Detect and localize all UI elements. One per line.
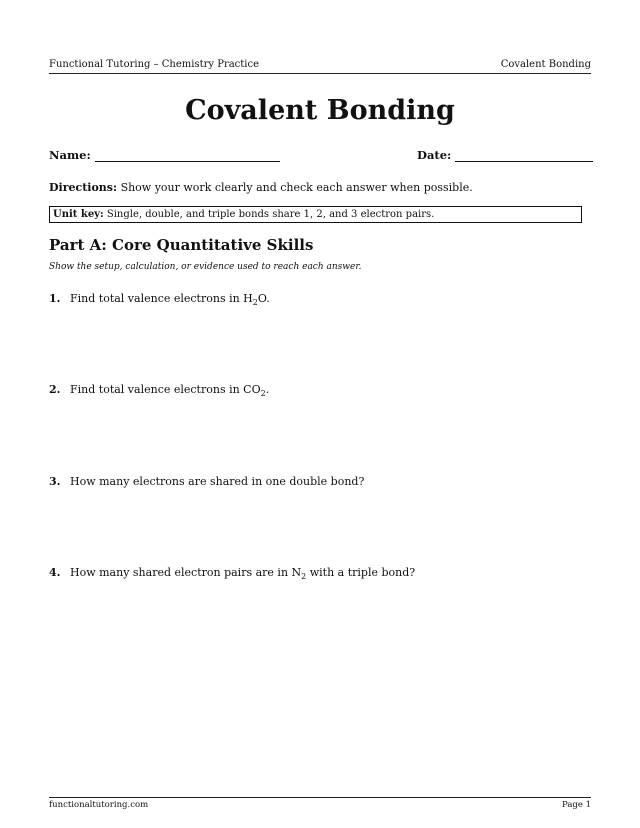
footer-page-number: Page 1 <box>562 800 591 810</box>
section-note: Show the setup, calculation, or evidence used to reach each answer. <box>49 262 362 272</box>
question-text: Find total valence electrons in $CO_2$. <box>70 383 270 398</box>
date-label: Date: <box>417 148 452 162</box>
question-number: 1. <box>49 292 61 305</box>
footer-site: functionaltutoring.com <box>49 800 149 810</box>
page-header <box>49 59 591 70</box>
page-title: Covalent Bonding <box>185 95 455 126</box>
question-text: How many shared electron pairs are in $N_2$ with a triple bond? <box>70 566 416 581</box>
question-3 <box>49 475 364 488</box>
name-blank-line[interactable] <box>95 150 280 162</box>
question-4 <box>49 566 415 579</box>
footer-rule <box>49 797 591 798</box>
header-right-text: Covalent Bonding <box>500 59 591 70</box>
directions <box>49 181 473 194</box>
question-2 <box>49 383 269 396</box>
directions-text: Show your work clearly and check each answer when possible. <box>120 181 473 194</box>
date-blank-line[interactable] <box>455 150 593 162</box>
unit-key-label: Unit key: <box>53 209 104 220</box>
question-number: 3. <box>49 475 61 488</box>
header-left-text: Functional Tutoring – Chemistry Practice <box>49 59 260 70</box>
unit-key-text: Single, double, and triple bonds share 1, 2, and 3 electron pairs. <box>106 209 435 220</box>
page-footer <box>49 800 591 810</box>
section-title: Part A: Core Quantitative Skills <box>49 236 314 254</box>
directions-label: Directions: <box>49 181 118 194</box>
question-number: 4. <box>49 566 61 579</box>
header-rule <box>49 73 591 74</box>
name-label: Name: <box>49 148 91 162</box>
name-field <box>49 148 280 162</box>
question-text: Find total valence electrons in $H_2O$. <box>70 292 270 307</box>
unit-key-box <box>49 206 582 223</box>
question-1 <box>49 292 270 305</box>
question-text: How many electrons are shared in one double bond? <box>70 475 365 488</box>
date-field <box>417 148 593 162</box>
question-number: 2. <box>49 383 61 396</box>
